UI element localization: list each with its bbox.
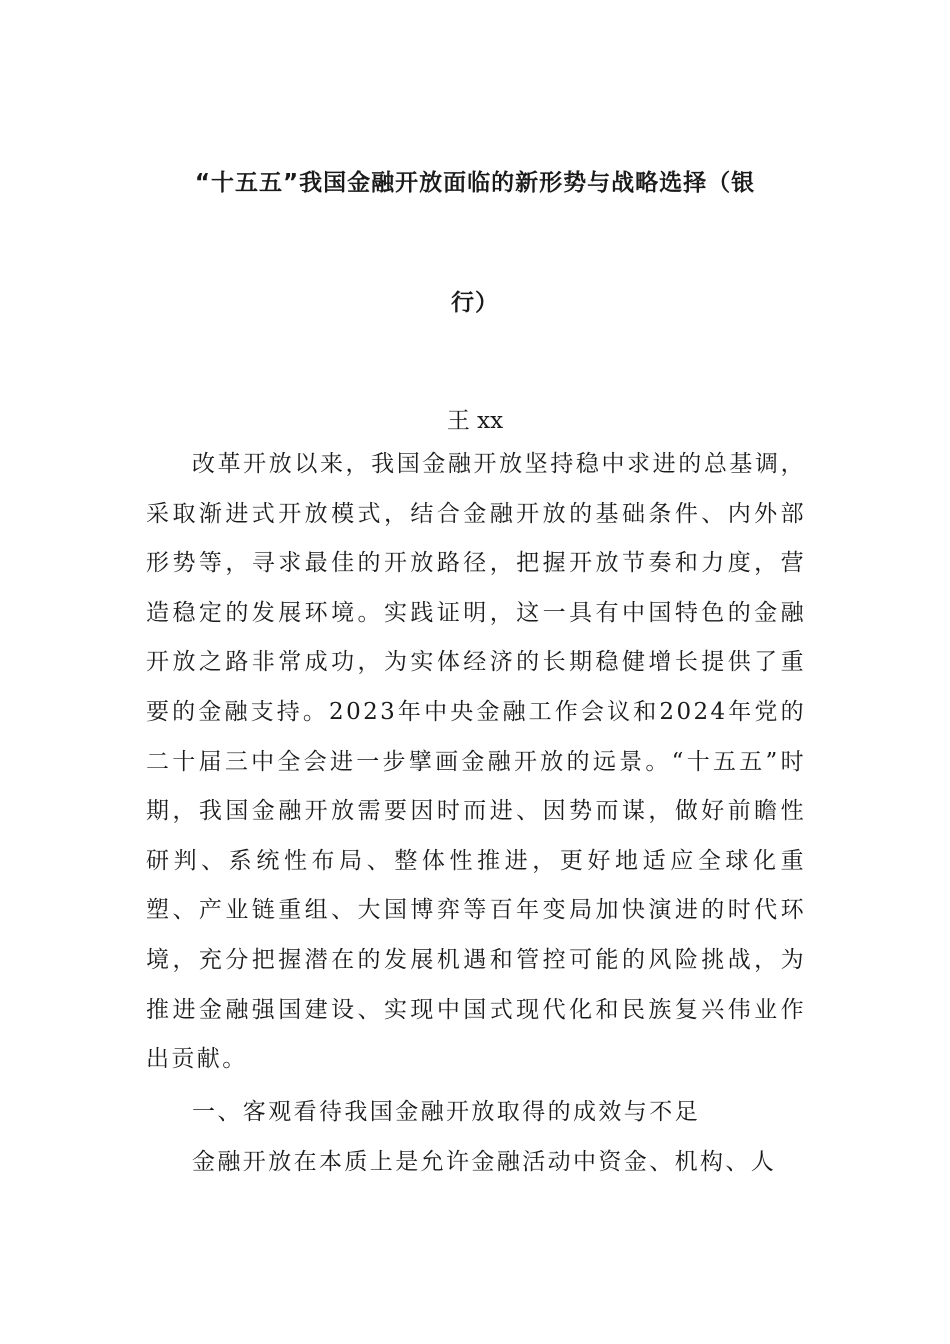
body-paragraph-1: 改革开放以来，我国金融开放坚持稳中求进的总基调，采取渐进式开放模式，结合金融开放的基础条件、内外部形势等，寻求最佳的开放路径，把握开放节奏和力度，营造稳定的发展环境。实践证明，这一具有中国特色的金融开放之路非常成功，为实体经济的长期稳健增长提供了重要的金融支持。2023年中央金融工作会议和2024年党的二十届三中全会进一步擘画金融开放的远景。“十五五”时期，我国金融开放需要因时而进、因势而谋，做好前瞻性研判、系统性布局、整体性推进，更好地适应全球化重塑、产业链重组、大国博弈等百年变局加快演进的时代环境，充分把握潜在的发展机遇和管控可能的风险挑战，为推进金融强国建设、实现中国式现代化和民族复兴伟业作出贡献。 [146, 451, 806, 1073]
body-paragraph-2: 金融开放在本质上是允许金融活动中资金、机构、人 [192, 1149, 777, 1175]
section-heading-1: 一、客观看待我国金融开放取得的成效与不足 [192, 1099, 700, 1125]
document-title-line-1: “十五五”我国金融开放面临的新形势与战略选择（银 [194, 170, 756, 196]
document-title-line-2: 行） [451, 290, 499, 316]
author-name: 王 xx [446, 408, 504, 434]
